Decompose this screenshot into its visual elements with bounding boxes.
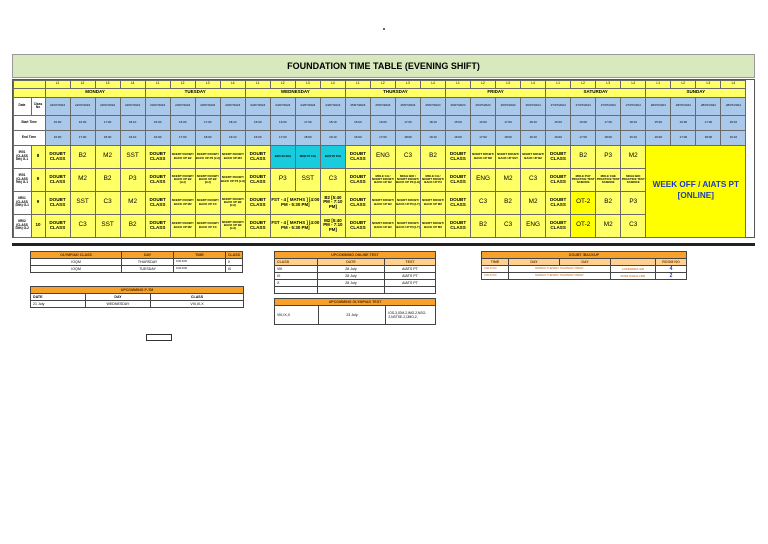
class-number: 9 xyxy=(31,191,46,215)
lecture-header: L2 xyxy=(70,80,96,89)
schedule-cell: B2 xyxy=(120,214,146,238)
start-time-cell: 15:00 xyxy=(145,115,171,131)
table-row xyxy=(31,259,243,266)
class-number: 9 xyxy=(31,168,46,192)
start-time-cell: 17:00 xyxy=(295,115,321,131)
cell: X xyxy=(225,259,242,266)
start-time-cell: 16:00 xyxy=(70,115,96,131)
start-time-cell: 18:10 xyxy=(120,115,146,131)
lecture-header: L4 xyxy=(320,80,346,89)
cell: IOS-3,IOM-2,IMO-2,NSO-2,NSTSE-2,IJMO-2, xyxy=(386,306,436,325)
schedule-cell: P3 xyxy=(120,168,146,192)
start-time-cell: 16:00 xyxy=(270,115,296,131)
header-day-2: DAY xyxy=(560,259,611,266)
schedule-cell: B2 xyxy=(595,191,621,215)
end-time-cell: 19:10 xyxy=(720,130,746,146)
date-cell: 27/07/2024 xyxy=(620,97,646,116)
end-time-cell: 18:00 xyxy=(395,130,421,146)
schedule-cell: NCERT DOUBT/ BACK UP B2 [LH] xyxy=(220,214,246,238)
lecture-header: L1 xyxy=(245,80,271,89)
header-class: CLASS xyxy=(151,294,244,301)
date-cell: 23/07/2024 xyxy=(170,97,196,116)
header-time: TIME xyxy=(174,252,226,259)
lecture-header: L4 xyxy=(720,80,746,89)
schedule-cell: M2 xyxy=(620,145,646,169)
end-time-cell: 18:00 xyxy=(295,130,321,146)
start-time-cell: 15:00 xyxy=(345,115,371,131)
date-cell: 28/07/2024 xyxy=(645,97,671,116)
schedule-cell: B2 xyxy=(95,168,121,192)
header-time: TIME xyxy=(482,259,509,266)
schedule-cell: DOUBT CLASS xyxy=(45,145,71,169)
schedule-cell: NCERT DOUBT/ BACK UP B2 xyxy=(370,191,396,215)
day-header: SUNDAY xyxy=(645,88,746,98)
cell: AIATS PT xyxy=(385,273,436,280)
date-cell: 26/07/2024 xyxy=(520,97,546,116)
schedule-cell: NCERT DOUBT/ BACK UP B2 xyxy=(520,145,546,169)
lecture-header: L1 xyxy=(345,80,371,89)
cell: WEDNESDAY xyxy=(86,301,151,308)
date-cell: 22/07/2024 xyxy=(120,97,146,116)
cell: AIATS PT xyxy=(385,266,436,273)
schedule-cell: P3 xyxy=(270,168,296,192)
date-cell: 28/07/2024 xyxy=(695,97,721,116)
day-header: TUESDAY xyxy=(145,88,246,98)
header-day: DAY xyxy=(509,259,560,266)
schedule-cell: NCERT DOUBT/ BACK UP B2 [LH] xyxy=(220,191,246,215)
schedule-cell: OT-2 xyxy=(570,214,596,238)
schedule-cell: SST xyxy=(95,214,121,238)
date-cell: 28/07/2024 xyxy=(670,97,696,116)
table-row xyxy=(482,273,687,280)
schedule-cell: NCERT DOUBT/ BACK UP M2 xyxy=(470,145,496,169)
schedule-cell: M2 xyxy=(95,145,121,169)
end-time-cell: 16:00 xyxy=(245,130,271,146)
end-time-cell: 16:00 xyxy=(45,130,71,146)
date-cell: 25/07/2024 xyxy=(420,97,446,116)
end-time-cell: 18:00 xyxy=(695,130,721,146)
schedule-cell: DOUBT CLASS xyxy=(345,191,371,215)
schedule-cell: DOUBT CLASS xyxy=(245,214,271,238)
header-date: DATE xyxy=(31,294,86,301)
timetable-title: FOUNDATION TIME TABLE (EVENING SHIFT) xyxy=(12,54,755,78)
start-time-cell: 16:00 xyxy=(370,115,396,131)
schedule-cell: DOUBT CLASS xyxy=(145,168,171,192)
start-time-cell: 18:10 xyxy=(220,115,246,131)
schedule-cell: B2 xyxy=(570,145,596,169)
schedule-cell: C3 xyxy=(520,168,546,192)
schedule-cell: NCERT DOUBT/ BACK UP B2 [LH] xyxy=(195,168,221,192)
schedule-cell: B2 xyxy=(470,214,496,238)
schedule-cell: SST xyxy=(295,168,321,192)
schedule-cell: DOUBT CLASS xyxy=(245,145,271,169)
doubt-backup-table xyxy=(481,251,687,280)
lecture-header: L1 xyxy=(645,80,671,89)
date-cell: 24/07/2024 xyxy=(295,97,321,116)
schedule-cell: C3 xyxy=(470,191,496,215)
cell: 6:00-8:00 xyxy=(174,266,226,273)
date-cell: 22/07/2024 xyxy=(95,97,121,116)
cell: 23 July xyxy=(318,306,386,325)
lecture-header: L3 xyxy=(395,80,421,89)
schedule-cell: C3 xyxy=(95,191,121,215)
cell: MONDAY TUESDAY THURSDAY FRIDAY xyxy=(509,266,611,273)
lecture-header: L4 xyxy=(620,80,646,89)
date-cell: 27/07/2024 xyxy=(570,97,596,116)
cell: 6:00-8:00 xyxy=(174,259,226,266)
start-time-cell: 16:00 xyxy=(670,115,696,131)
end-time-cell: 19:10 xyxy=(320,130,346,146)
online-test-title: UPCOMMING ONLINE TEST xyxy=(275,252,436,259)
start-time-cell: 17:00 xyxy=(395,115,421,131)
page-marker-dot xyxy=(383,28,385,30)
schedule-cell: NCERT DOUBT/ BACK UP M2 xyxy=(420,214,446,238)
batch-label: IR01 (CLASS 9th) G-1 xyxy=(13,168,32,192)
end-time-cell: 17:00 xyxy=(270,130,296,146)
doubt-backup-title: DOUBT /BACKUP xyxy=(482,252,687,259)
day-header: WEDNESDAY xyxy=(245,88,346,98)
start-time-cell: 17:00 xyxy=(195,115,221,131)
lecture-header: L2 xyxy=(670,80,696,89)
schedule-cell: NCERT DOUBT/ BACK UP M2 xyxy=(420,191,446,215)
table-row xyxy=(275,306,436,325)
end-time-cell: 16:00 xyxy=(445,130,471,146)
schedule-cell: NCERT DOUBT/ BACK UP M2 xyxy=(170,214,196,238)
batch-label: IIR01 (CLASS 10th) G-1 xyxy=(13,191,32,215)
end-time-cell: 19:10 xyxy=(620,130,646,146)
cell: X xyxy=(275,280,318,287)
week-off-notice: WEEK OFF / AIATS PT [ONLINE] xyxy=(645,145,746,238)
schedule-cell: MOLE CH / NCERT DOUBT/ BACK UP B2 xyxy=(370,168,396,192)
cell: 3:00-07:00 xyxy=(482,273,509,280)
date-cell: 23/07/2024 xyxy=(145,97,171,116)
schedule-cell: NCERT DOUBT/ BACK UP M3 xyxy=(220,145,246,169)
start-time-cell: 17:00 xyxy=(695,115,721,131)
cell: 4 xyxy=(656,266,687,273)
schedule-cell: B2 xyxy=(495,191,521,215)
lecture-header: L4 xyxy=(220,80,246,89)
schedule-cell: C3 xyxy=(70,214,96,238)
start-time-cell: 15:00 xyxy=(545,115,571,131)
start-time-cell: 17:00 xyxy=(95,115,121,131)
lecture-header: L1 xyxy=(45,80,71,89)
schedule-cell: C3 xyxy=(320,168,346,192)
schedule-cell: B2 [5:40 PM - 7:10 PM] xyxy=(320,191,346,215)
date-cell: 23/07/2024 xyxy=(220,97,246,116)
lecture-header: L3 xyxy=(495,80,521,89)
timetable-grid xyxy=(12,79,755,238)
schedule-cell: NCERT DOUBT/ BACK UP P3 [LT] xyxy=(395,214,421,238)
schedule-cell: DOUBT CLASS xyxy=(545,145,571,169)
table-row xyxy=(275,280,436,287)
schedule-cell: M2 xyxy=(120,191,146,215)
schedule-cell: DOUBT CLASS xyxy=(445,191,471,215)
end-time-cell: 16:00 xyxy=(645,130,671,146)
schedule-cell: P3 xyxy=(595,145,621,169)
schedule-cell: ENG xyxy=(520,214,546,238)
schedule-cell: DOUBT CLASS xyxy=(45,214,71,238)
schedule-cell: MOLE CH / NCERT DOUBT/ BACK UP P3 xyxy=(420,168,446,192)
schedule-cell: DOUBT CLASS xyxy=(145,145,171,169)
lecture-header: L3 xyxy=(695,80,721,89)
start-time-cell: 16:00 xyxy=(170,115,196,131)
schedule-cell: M2(6:25 CH) xyxy=(295,145,321,169)
schedule-cell: NCERT DOUBT/ BACK UP P3 [LH] xyxy=(195,145,221,169)
upcoming-ptm-title: UPCOMMING P-TM xyxy=(31,287,244,294)
header-blank xyxy=(611,259,656,266)
date-cell: 25/07/2024 xyxy=(395,97,421,116)
cell: AIATS PT xyxy=(385,280,436,287)
fst-cell: FST - 4 [ MATHS ] [4:00 PM - 5:30 PM] xyxy=(270,214,321,238)
schedule-cell: B2(5:25 PH) xyxy=(320,145,346,169)
cell: IOQM xyxy=(31,266,122,273)
end-time-cell: 19:10 xyxy=(520,130,546,146)
end-time-cell: 17:00 xyxy=(370,130,396,146)
date-cell: 22/07/2024 xyxy=(45,97,71,116)
date-label: Date xyxy=(13,97,32,116)
end-time-cell: 18:00 xyxy=(95,130,121,146)
cell: 28 July xyxy=(318,266,385,273)
schedule-cell: M2 xyxy=(70,168,96,192)
lecture-header: L4 xyxy=(520,80,546,89)
end-time-cell: 17:00 xyxy=(570,130,596,146)
start-time-cell: 18:10 xyxy=(620,115,646,131)
lecture-header: L1 xyxy=(545,80,571,89)
lecture-header: L4 xyxy=(120,80,146,89)
schedule-cell: P3 xyxy=(620,191,646,215)
end-time-cell: 18:00 xyxy=(195,130,221,146)
schedule-cell: B2(5:40 BO) xyxy=(270,145,296,169)
end-time-cell: 16:00 xyxy=(545,130,571,146)
start-time-label: Start Time xyxy=(13,115,46,131)
cell: 21 July xyxy=(31,301,86,308)
end-time-label: End Time xyxy=(13,130,46,146)
cell: THURSDAY xyxy=(122,259,174,266)
schedule-cell: DOUBT CLASS xyxy=(345,168,371,192)
class-no-label: Class No xyxy=(31,97,46,116)
date-cell: 25/07/2024 xyxy=(345,97,371,116)
header-day: DAY xyxy=(122,252,174,259)
date-cell: 28/07/2024 xyxy=(720,97,746,116)
end-time-cell: 16:00 xyxy=(145,130,171,146)
upcoming-olympiad-test-table xyxy=(274,298,436,325)
lecture-header: L1 xyxy=(145,80,171,89)
cell: IOQM xyxy=(31,259,122,266)
batch-label: IR01 (CLASS 8th) G-1 xyxy=(13,145,32,169)
table-row xyxy=(275,287,436,294)
batch-label: IIR02 (CLASS 10th) G-2 xyxy=(13,214,32,238)
lecture-header: L3 xyxy=(595,80,621,89)
schedule-cell: NCERT DOUBT/ BACK UP B2 xyxy=(170,145,196,169)
cell xyxy=(385,287,436,294)
schedule-cell: DOUBT CLASS xyxy=(245,168,271,192)
table-row xyxy=(31,301,244,308)
schedule-cell: MOLE BIO PRACTICE TEST SCIENCE xyxy=(620,168,646,192)
schedule-cell: M2 xyxy=(520,191,546,215)
schedule-cell: DOUBT CLASS xyxy=(145,214,171,238)
schedule-cell: OT-2 xyxy=(570,191,596,215)
end-time-cell: 18:00 xyxy=(495,130,521,146)
cell xyxy=(318,287,385,294)
schedule-cell: ENG xyxy=(470,168,496,192)
table-bottom-border xyxy=(12,243,755,246)
schedule-cell: DOUBT CLASS xyxy=(45,191,71,215)
end-time-cell: 19:10 xyxy=(420,130,446,146)
schedule-cell: DOUBT CLASS xyxy=(445,214,471,238)
date-cell: 24/07/2024 xyxy=(270,97,296,116)
schedule-cell: NCERT DOUBT/ BACK UP P3 [LT] xyxy=(395,191,421,215)
schedule-cell: DOUBT CLASS xyxy=(445,168,471,192)
schedule-cell: SST xyxy=(120,145,146,169)
schedule-cell: C3 xyxy=(395,145,421,169)
schedule-cell: NCERT DOUBT/ BACK UP C3 xyxy=(195,191,221,215)
date-cell: 22/07/2024 xyxy=(70,97,96,116)
start-time-cell: 15:00 xyxy=(45,115,71,131)
schedule-cell: ENG xyxy=(370,145,396,169)
lecture-header: L4 xyxy=(420,80,446,89)
start-time-cell: 17:00 xyxy=(595,115,621,131)
start-time-cell: 15:00 xyxy=(645,115,671,131)
header-olympiad-class: OLYMPIAD CLASS xyxy=(31,252,122,259)
lecture-header: L3 xyxy=(195,80,221,89)
cell: LOKENDRA SIR xyxy=(611,266,656,273)
end-time-cell: 18:00 xyxy=(595,130,621,146)
fst-cell: FST - 4 [ MATHS ] [4:00 PM - 5:30 PM] xyxy=(270,191,321,215)
cell: VIII,IX,X xyxy=(151,301,244,308)
lecture-header: L2 xyxy=(470,80,496,89)
end-time-cell: 16:00 xyxy=(345,130,371,146)
start-time-cell: 18:10 xyxy=(420,115,446,131)
day-header: THURSDAY xyxy=(345,88,446,98)
start-time-cell: 16:00 xyxy=(570,115,596,131)
lecture-header: L3 xyxy=(295,80,321,89)
schedule-cell: M2 xyxy=(595,214,621,238)
schedule-cell: MOLE PHY PRACTICE TEST SCIENCE xyxy=(570,168,596,192)
date-cell: 24/07/2024 xyxy=(245,97,271,116)
lecture-header: L3 xyxy=(95,80,121,89)
day-header: SATURDAY xyxy=(545,88,646,98)
end-time-cell: 19:10 xyxy=(120,130,146,146)
end-time-cell: 17:00 xyxy=(70,130,96,146)
header-room-no: ROOM NO xyxy=(656,259,687,266)
lecture-header: L2 xyxy=(270,80,296,89)
schedule-cell: NCERT DOUBT/ BACK UP SST xyxy=(495,145,521,169)
cell xyxy=(275,287,318,294)
schedule-cell: SST xyxy=(70,191,96,215)
schedule-cell: M2 [5:40 PM - 7:10 PM] xyxy=(320,214,346,238)
date-cell: 26/07/2024 xyxy=(445,97,471,116)
day-header: FRIDAY xyxy=(445,88,546,98)
cell: 3:00-07:00 xyxy=(482,266,509,273)
cell: RUMI SARAH SIR xyxy=(611,273,656,280)
cell: 28 July xyxy=(318,280,385,287)
upcoming-ptm-table xyxy=(30,286,244,308)
schedule-cell: NCERT DOUBT/ BACK UP B2 xyxy=(370,214,396,238)
date-cell: 26/07/2024 xyxy=(470,97,496,116)
end-time-cell: 19:10 xyxy=(220,130,246,146)
empty-box xyxy=(146,334,172,341)
start-time-cell: 16:00 xyxy=(470,115,496,131)
start-time-cell: 18:10 xyxy=(720,115,746,131)
schedule-cell: DOUBT CLASS xyxy=(445,145,471,169)
schedule-cell: DOUBT CLASS xyxy=(545,191,571,215)
start-time-cell: 18:10 xyxy=(520,115,546,131)
date-cell: 25/07/2024 xyxy=(370,97,396,116)
header-class: CLASS xyxy=(225,252,242,259)
end-time-cell: 17:00 xyxy=(170,130,196,146)
end-time-cell: 17:00 xyxy=(670,130,696,146)
upcoming-online-test-table xyxy=(274,251,436,294)
end-time-cell: 17:00 xyxy=(470,130,496,146)
schedule-cell: NCERT DOUBT/ BACK UP P3 [LH] xyxy=(220,168,246,192)
header-test: TEST xyxy=(385,259,436,266)
table-row xyxy=(275,266,436,273)
schedule-cell: NCERT DOUBT/ BACK UP M2 xyxy=(170,191,196,215)
schedule-cell: NCERT DOUBT/ BACK UP C3 xyxy=(195,214,221,238)
schedule-cell: DOUBT CLASS xyxy=(545,168,571,192)
header-day: DAY xyxy=(86,294,151,301)
schedule-cell: C3 xyxy=(495,214,521,238)
lecture-header: L2 xyxy=(370,80,396,89)
lecture-header: L2 xyxy=(570,80,596,89)
start-time-cell: 15:00 xyxy=(445,115,471,131)
date-cell: 27/07/2024 xyxy=(545,97,571,116)
lecture-header: L2 xyxy=(170,80,196,89)
olympiad-class-table xyxy=(30,251,243,273)
schedule-cell: NCERT DOUBT/ BACK UP B2 [LH] xyxy=(170,168,196,192)
cell: IX xyxy=(225,266,242,273)
table-row xyxy=(275,273,436,280)
class-number: 8 xyxy=(31,145,46,169)
cell: IX xyxy=(275,273,318,280)
start-time-cell: 15:00 xyxy=(245,115,271,131)
olympiad-test-title: UPCOMMING OLYMPIAD TEST xyxy=(275,299,436,306)
cell: TUESDAY xyxy=(122,266,174,273)
schedule-cell: MOLE BIO / NCERT DOUBT/ BACK UP P3 [LH] xyxy=(395,168,421,192)
class-number: 10 xyxy=(31,214,46,238)
schedule-cell: DOUBT CLASS xyxy=(345,214,371,238)
schedule-cell: DOUBT CLASS xyxy=(145,191,171,215)
cell: 2 xyxy=(656,273,687,280)
schedule-cell: DOUBT CLASS xyxy=(345,145,371,169)
date-cell: 24/07/2024 xyxy=(320,97,346,116)
cell: MONDAY TUESDAY THURSDAY FRIDAY xyxy=(509,273,611,280)
header-date: DATE xyxy=(318,259,385,266)
lecture-header: L1 xyxy=(445,80,471,89)
cell: 28 July xyxy=(318,273,385,280)
table-row xyxy=(482,266,687,273)
header-class: CLASS xyxy=(275,259,318,266)
date-cell: 23/07/2024 xyxy=(195,97,221,116)
schedule-cell: C3 xyxy=(620,214,646,238)
schedule-cell: M2 xyxy=(495,168,521,192)
cell: VIII xyxy=(275,266,318,273)
date-cell: 27/07/2024 xyxy=(595,97,621,116)
start-time-cell: 18:10 xyxy=(320,115,346,131)
start-time-cell: 17:00 xyxy=(495,115,521,131)
schedule-cell: MOLE CHE PRACTICE TEST SCIENCE xyxy=(595,168,621,192)
schedule-cell: DOUBT CLASS xyxy=(545,214,571,238)
date-cell: 26/07/2024 xyxy=(495,97,521,116)
cell: VIII,IX,X xyxy=(275,306,319,325)
table-row xyxy=(31,266,243,273)
schedule-cell: DOUBT CLASS xyxy=(45,168,71,192)
schedule-cell: B2 xyxy=(420,145,446,169)
schedule-cell: B2 xyxy=(70,145,96,169)
schedule-cell: DOUBT CLASS xyxy=(245,191,271,215)
day-header: MONDAY xyxy=(45,88,146,98)
